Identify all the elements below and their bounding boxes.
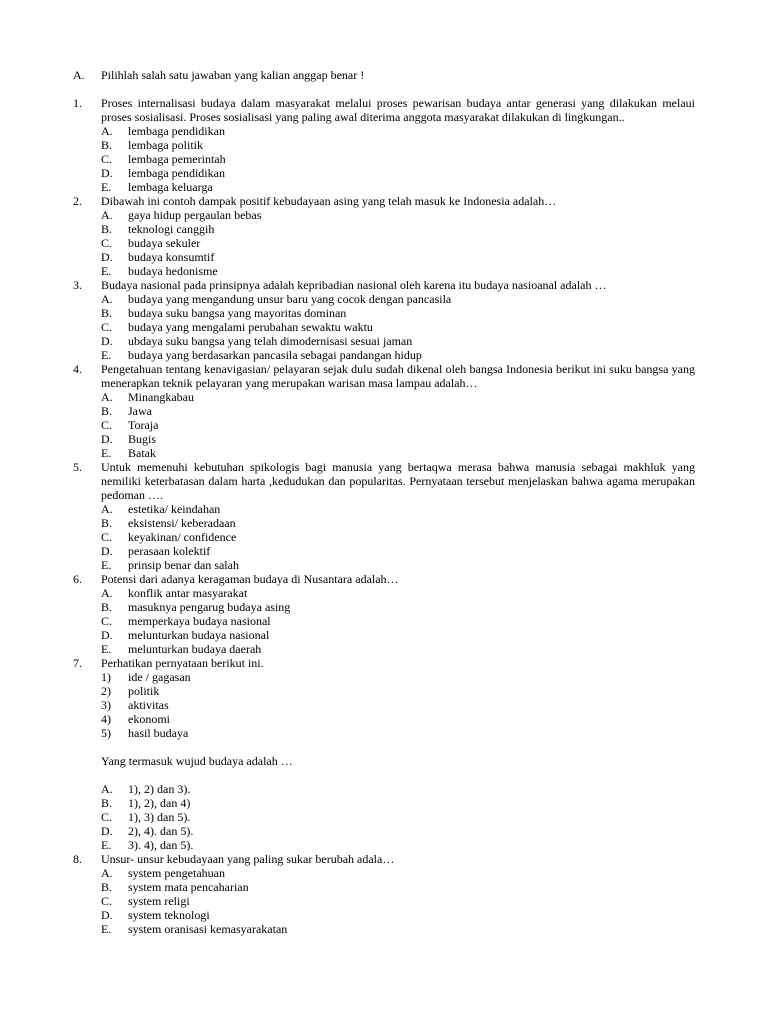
question-stem: Perhatikan pernyataan berikut ini.	[101, 656, 264, 670]
answer-option-text: system teknologi	[128, 908, 210, 922]
answer-option-text: keyakinan/ confidence	[128, 530, 237, 544]
question-number: 6.	[73, 572, 82, 586]
answer-option	[101, 614, 695, 628]
statement-letter: 1)	[101, 670, 111, 684]
answer-option	[101, 782, 695, 796]
answer-option-text: 2), 4). dan 5).	[128, 824, 194, 838]
answer-option-text: masuknya pengarug budaya asing	[128, 600, 291, 614]
answer-option-letter: C.	[101, 152, 113, 166]
answer-option-letter: D.	[101, 334, 113, 348]
answer-option-text: budaya suku bangsa yang mayoritas dominan	[128, 306, 347, 320]
answer-option-text: budaya konsumtif	[128, 250, 215, 264]
question-stem: Pengetahuan tentang kenavigasian/ pelayaran sejak dulu sudah dikenal oleh bangsa Indonesia berikut ini suku bangsa yang menerapkan teknik pelayaran yang merupakan warisan masa lampau adalah…	[101, 362, 695, 390]
answer-option	[101, 222, 695, 236]
statement-text: ide / gagasan	[128, 670, 191, 684]
answer-option-letter: E.	[101, 838, 112, 852]
section-header	[73, 68, 695, 82]
answer-option-letter: C.	[101, 418, 113, 432]
answer-option-text: lembaga pemerintah	[128, 152, 226, 166]
question-item	[73, 656, 695, 852]
question-item	[73, 572, 695, 656]
answer-option	[101, 432, 695, 446]
answer-option-text: lembaga pendidikan	[128, 166, 225, 180]
answer-option	[101, 348, 695, 362]
question-number: 5.	[73, 460, 82, 474]
answer-option-letter: E.	[101, 922, 112, 936]
answer-option-letter: B.	[101, 516, 113, 530]
answer-option-letter: B.	[101, 404, 113, 418]
answer-option-text: budaya hedonisme	[128, 264, 218, 278]
spacer	[101, 740, 695, 754]
answer-option	[101, 124, 695, 138]
answer-option-letter: D.	[101, 250, 113, 264]
question-item	[73, 460, 695, 572]
statement-text: ekonomi	[128, 712, 170, 726]
answer-option-letter: A.	[101, 208, 113, 222]
answer-option	[101, 502, 695, 516]
answer-option-letter: B.	[101, 138, 113, 152]
statement-letter: 3)	[101, 698, 111, 712]
answer-option-text: budaya sekuler	[128, 236, 201, 250]
question-number: 1.	[73, 96, 82, 110]
answer-option-letter: D.	[101, 908, 113, 922]
answer-option-text: Jawa	[128, 404, 152, 418]
answer-option-letter: E.	[101, 558, 112, 572]
question-body	[101, 852, 695, 936]
question-item	[73, 278, 695, 362]
statement-text: politik	[128, 684, 160, 698]
answer-option	[101, 866, 695, 880]
question-stem: Budaya nasional pada prinsipnya adalah kepribadian nasional oleh karena itu budaya nasioanal adalah …	[101, 278, 607, 292]
answer-option-text: budaya yang berdasarkan pancasila sebagai pandangan hidup	[128, 348, 422, 362]
answer-option-text: 3). 4), dan 5).	[128, 838, 194, 852]
document-content	[73, 68, 695, 936]
answer-option	[101, 530, 695, 544]
answer-option	[101, 446, 695, 460]
answer-option-letter: A.	[101, 292, 113, 306]
answer-option	[101, 586, 695, 600]
section-instruction: Pilihlah salah satu jawaban yang kalian anggap benar !	[101, 68, 365, 82]
answer-option-text: lembaga politik	[128, 138, 203, 152]
answer-option-text: system religi	[128, 894, 190, 908]
answer-option-letter: A.	[101, 124, 113, 138]
question-body	[101, 460, 695, 572]
answer-option	[101, 908, 695, 922]
answer-option-letter: E.	[101, 348, 112, 362]
answer-option	[101, 894, 695, 908]
question-body	[101, 572, 695, 656]
answer-option-letter: E.	[101, 642, 112, 656]
answer-option-text: estetika/ keindahan	[128, 502, 221, 516]
answer-option-text: konflik antar masyarakat	[128, 586, 248, 600]
statement	[101, 670, 695, 684]
question-number: 8.	[73, 852, 82, 866]
answer-option	[101, 628, 695, 642]
answer-option-letter: E.	[101, 446, 112, 460]
answer-option-letter: D.	[101, 432, 113, 446]
statement	[101, 684, 695, 698]
question-stem: Proses internalisasi budaya dalam masyarakat melalui proses pewarisan budaya antar generasi yang dilakukan melaui proses sosialisasi. Proses sosialisasi yang paling awal diterima anggota masyarakat dilakukan di lingkungan..	[101, 96, 695, 124]
section-letter: A.	[73, 68, 85, 82]
answer-option-text: system oranisasi kemasyarakatan	[128, 922, 288, 936]
answer-option-text: teknologi canggih	[128, 222, 215, 236]
question-body	[101, 278, 695, 362]
answer-option-text: Minangkabau	[128, 390, 194, 404]
question-body	[101, 96, 695, 194]
answer-option	[101, 558, 695, 572]
answer-option-letter: E.	[101, 180, 112, 194]
question-stem: Potensi dari adanya keragaman budaya di Nusantara adalah…	[101, 572, 399, 586]
answer-option-letter: B.	[101, 600, 113, 614]
answer-option-letter: A.	[101, 782, 113, 796]
answer-option	[101, 544, 695, 558]
question-item	[73, 96, 695, 194]
spacer	[101, 768, 695, 782]
question-number: 7.	[73, 656, 82, 670]
answer-option-text: 1), 2), dan 4)	[128, 796, 191, 810]
statement	[101, 726, 695, 740]
statement-letter: 2)	[101, 684, 111, 698]
answer-option-text: lembaga pendidikan	[128, 124, 225, 138]
answer-option	[101, 208, 695, 222]
answer-option-text: gaya hidup pergaulan bebas	[128, 208, 262, 222]
answer-option-text: budaya yang mengandung unsur baru yang cocok dengan pancasila	[128, 292, 452, 306]
answer-option-letter: C.	[101, 530, 113, 544]
answer-option-text: budaya yang mengalami perubahan sewaktu waktu	[128, 320, 373, 334]
answer-option-letter: C.	[101, 236, 113, 250]
answer-option	[101, 418, 695, 432]
answer-option-text: system pengetahuan	[128, 866, 225, 880]
answer-option-letter: B.	[101, 796, 113, 810]
answer-option	[101, 334, 695, 348]
answer-option	[101, 642, 695, 656]
answer-option	[101, 796, 695, 810]
statement-letter: 5)	[101, 726, 111, 740]
statement-text: hasil budaya	[128, 726, 189, 740]
question-number: 3.	[73, 278, 82, 292]
answer-option-text: prinsip benar dan salah	[128, 558, 239, 572]
question-sub-stem: Yang termasuk wujud budaya adalah …	[101, 754, 293, 768]
answer-option	[101, 880, 695, 894]
answer-option-letter: D.	[101, 544, 113, 558]
question-body	[101, 656, 695, 852]
answer-option	[101, 922, 695, 936]
answer-option-letter: A.	[101, 390, 113, 404]
answer-option	[101, 138, 695, 152]
question-number: 4.	[73, 362, 82, 376]
answer-option-letter: A.	[101, 866, 113, 880]
answer-option	[101, 180, 695, 194]
answer-option	[101, 306, 695, 320]
answer-option-letter: D.	[101, 628, 113, 642]
answer-option-text: melunturkan budaya nasional	[128, 628, 270, 642]
answer-option	[101, 166, 695, 180]
question-item	[73, 852, 695, 936]
answer-option-text: Toraja	[128, 418, 159, 432]
answer-option-letter: E.	[101, 264, 112, 278]
answer-option-letter: B.	[101, 880, 113, 894]
answer-option	[101, 250, 695, 264]
question-stem: Untuk memenuhi kebutuhan spikologis bagi manusia yang bertaqwa merasa bahwa manusia sebagai makhluk yang nemiliki keterbatasan dalam harta ,kedudukan dan popularitas. Pernyataan tersebut menjelaskan bahwa agama merupakan pedoman ….	[101, 460, 695, 502]
answer-option-letter: A.	[101, 502, 113, 516]
question-body	[101, 194, 695, 278]
question-number: 2.	[73, 194, 82, 208]
answer-option-text: 1), 2) dan 3).	[128, 782, 191, 796]
answer-option-text: eksistensi/ keberadaan	[128, 516, 236, 530]
answer-option-letter: B.	[101, 306, 113, 320]
answer-option-text: Batak	[128, 446, 156, 460]
answer-option	[101, 292, 695, 306]
answer-option-text: ubdaya suku bangsa yang telah dimodernisasi sesuai jaman	[128, 334, 413, 348]
answer-option-text: lembaga keluarga	[128, 180, 213, 194]
answer-option-letter: C.	[101, 894, 113, 908]
answer-option	[101, 824, 695, 838]
answer-option	[101, 236, 695, 250]
statement-text: aktivitas	[128, 698, 169, 712]
statement-letter: 4)	[101, 712, 111, 726]
answer-option-text: system mata pencaharian	[128, 880, 249, 894]
answer-option	[101, 320, 695, 334]
question-item	[73, 194, 695, 278]
answer-option-text: memperkaya budaya nasional	[128, 614, 271, 628]
answer-option-letter: C.	[101, 810, 113, 824]
answer-option	[101, 404, 695, 418]
answer-option-letter: A.	[101, 586, 113, 600]
answer-option	[101, 516, 695, 530]
answer-option-letter: B.	[101, 222, 113, 236]
question-stem: Unsur- unsur kebudayaan yang paling sukar berubah adala…	[101, 852, 395, 866]
answer-option-letter: C.	[101, 614, 113, 628]
answer-option	[101, 152, 695, 166]
answer-option-letter: D.	[101, 824, 113, 838]
answer-option	[101, 600, 695, 614]
answer-option	[101, 838, 695, 852]
question-body	[101, 362, 695, 460]
statement	[101, 712, 695, 726]
answer-option	[101, 264, 695, 278]
answer-option-letter: C.	[101, 320, 113, 334]
answer-option-letter: D.	[101, 166, 113, 180]
statement	[101, 698, 695, 712]
question-stem: Dibawah ini contoh dampak positif kebudayaan asing yang telah masuk ke Indonesia adalah…	[101, 194, 557, 208]
question-list	[73, 96, 695, 936]
answer-option	[101, 390, 695, 404]
answer-option-text: Bugis	[128, 432, 157, 446]
question-item	[73, 362, 695, 460]
answer-option	[101, 810, 695, 824]
answer-option-text: 1), 3) dan 5).	[128, 810, 191, 824]
answer-option-text: melunturkan budaya daerah	[128, 642, 262, 656]
answer-option-text: perasaan kolektif	[128, 544, 211, 558]
